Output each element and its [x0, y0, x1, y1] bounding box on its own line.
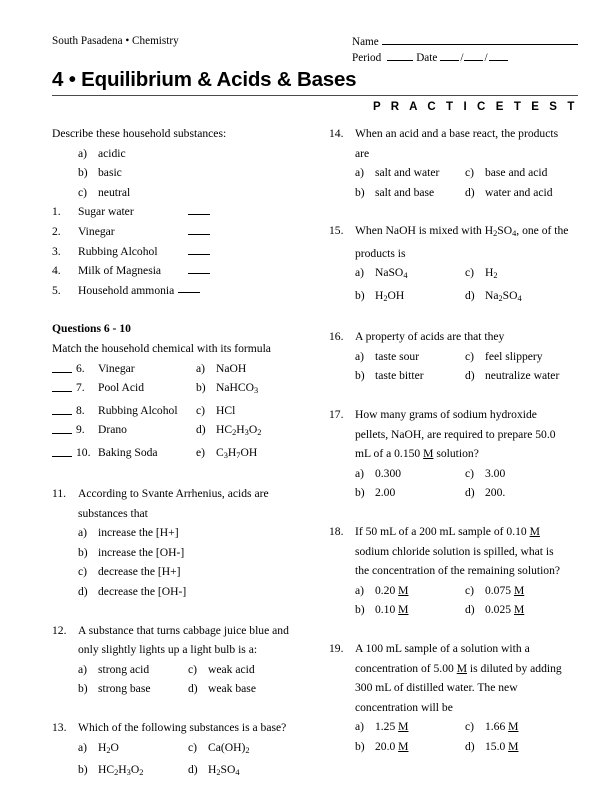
question-text-cont: [329, 444, 578, 464]
item-text: Household ammonia: [78, 283, 175, 297]
question-16: [329, 327, 578, 386]
date-year-blank[interactable]: [489, 50, 508, 61]
table-row: [52, 359, 319, 379]
answer-option[interactable]: [355, 581, 465, 601]
question-stem: [329, 405, 578, 425]
option-letter: c): [188, 740, 198, 754]
option-letter: d): [196, 423, 206, 437]
answer-option-row: [329, 366, 578, 386]
answer-option[interactable]: [78, 760, 188, 782]
option-letter: d): [464, 369, 475, 383]
item-text: Drano: [98, 423, 127, 437]
question-text-line2: substances that: [78, 506, 148, 520]
option-letter: c): [464, 266, 474, 280]
question-19: [329, 639, 578, 757]
option-letter: a): [354, 166, 364, 180]
question-number: 14.: [328, 127, 344, 140]
answer-option[interactable]: [465, 581, 578, 601]
question-text: Which of the following substances is a base?: [78, 720, 287, 734]
item-text: Pool Acid: [98, 381, 145, 395]
question-text: A substance that turns cabbage juice blue and: [78, 623, 289, 637]
question-number: 13.: [52, 720, 67, 734]
question-text-line2: concentration of 5.00 M is diluted by adding: [354, 661, 562, 675]
formula-text: $C_3H_7OH$: [216, 445, 258, 460]
date-slash-1: /: [460, 51, 464, 64]
question-number: 11.: [52, 486, 67, 500]
option-text: acidic: [98, 146, 126, 160]
question-text-line3: mL of a 0.150 M solution?: [354, 447, 479, 461]
describe-option[interactable]: [52, 144, 319, 164]
option-text: 0.10 M: [374, 603, 409, 617]
answer-blank[interactable]: [188, 261, 210, 274]
answer-option[interactable]: [78, 679, 188, 699]
answer-option[interactable]: [52, 523, 319, 543]
question-text: According to Svante Arrhenius, acids are: [78, 486, 269, 500]
substances-list: [52, 202, 319, 300]
option-letter: d): [78, 584, 88, 598]
question-stem: [329, 124, 578, 144]
right-column: [329, 124, 578, 782]
option-text: basic: [98, 166, 122, 180]
matching-instructions: Match the household chemical with its formula: [52, 341, 271, 355]
option-text: decrease the [H+]: [98, 565, 181, 579]
answer-option[interactable]: [78, 660, 188, 680]
option-letter: b): [354, 603, 365, 617]
option-text: taste bitter: [374, 369, 424, 383]
question-text-line3: the concentration of the remaining solution?: [354, 564, 561, 578]
option-text: 0.300: [374, 466, 402, 480]
answer-option-row: [329, 286, 578, 308]
item-text: Baking Soda: [98, 445, 158, 459]
question-text: A property of acids are that they: [354, 330, 505, 344]
option-letter: d): [464, 603, 475, 617]
page-title: 4 • Equilibrium & Acids & Bases: [52, 68, 357, 91]
option-letter: e): [196, 445, 206, 459]
table-row: [52, 401, 319, 421]
describe-option[interactable]: [52, 183, 319, 203]
option-letter: c): [78, 185, 88, 199]
list-item: [52, 242, 319, 262]
question-text-cont: [329, 244, 578, 264]
question-text-line2: products is: [354, 246, 406, 260]
name-blank-line[interactable]: [382, 34, 578, 45]
period-label: Period: [352, 51, 382, 64]
question-stem: [329, 639, 578, 659]
question-text-cont: [329, 561, 578, 581]
option-text: 1.66 M: [484, 720, 519, 734]
option-letter: a): [78, 146, 88, 160]
answer-blank[interactable]: [52, 443, 76, 457]
option-text: 200.: [484, 486, 506, 500]
question-text-cont: [329, 678, 578, 698]
date-day-blank[interactable]: [464, 50, 483, 61]
option-letter: b): [354, 288, 365, 302]
answer-option-row: [329, 183, 578, 203]
option-letter: c): [196, 403, 206, 417]
content-columns: [52, 124, 578, 782]
option-text: salt and base: [374, 185, 435, 199]
option-text: NaSO$_4$: [374, 266, 408, 281]
question-number: 16.: [328, 330, 344, 344]
question-11: [52, 484, 319, 602]
answer-option-row: [329, 263, 578, 285]
answer-option[interactable]: [355, 263, 465, 285]
answer-option[interactable]: [465, 347, 578, 367]
left-column: [52, 124, 319, 782]
answer-blank[interactable]: [52, 359, 76, 373]
question-18: [329, 522, 578, 620]
answer-option-row: [329, 600, 578, 620]
option-text: 20.0 M: [374, 739, 409, 753]
option-text: weak acid: [208, 662, 255, 676]
date-month-blank[interactable]: [440, 50, 459, 61]
option-letter: a): [78, 526, 88, 540]
item-text: Rubbing Alcohol: [98, 403, 178, 417]
question-stem: [329, 522, 578, 542]
answer-blank[interactable]: [188, 202, 210, 215]
answer-option[interactable]: [465, 464, 578, 484]
option-text: taste sour: [374, 349, 420, 363]
option-text: $Na_2SO_4$: [484, 288, 522, 303]
item-text: Vinegar: [98, 361, 135, 375]
option-text: base and acid: [484, 166, 548, 180]
question-stem: [52, 718, 319, 738]
question-number: 15.: [328, 224, 344, 238]
list-item: [52, 261, 319, 281]
answer-option-row: [329, 464, 578, 484]
question-text: When an acid and a base react, the products: [354, 127, 559, 140]
option-text: $H_2OH$: [374, 288, 405, 303]
option-text: $HC_2H_3O_2$: [98, 762, 144, 777]
answer-option[interactable]: [355, 163, 465, 183]
answer-option[interactable]: [78, 738, 188, 760]
option-letter: c): [464, 720, 474, 734]
matching-list: [52, 359, 319, 465]
question-text: If 50 mL of a 200 mL sample of 0.10 M: [354, 524, 540, 538]
option-letter: a): [196, 361, 206, 375]
question-number: 18.: [328, 524, 344, 538]
answer-option[interactable]: [465, 717, 578, 737]
question-text-line2: pellets, NaOH, are required to prepare 50.0: [354, 427, 556, 441]
period-blank-line[interactable]: [387, 50, 413, 61]
option-text: 2.00: [374, 486, 396, 500]
question-text-cont: [329, 542, 578, 562]
option-letter: d): [464, 288, 475, 302]
answer-option[interactable]: [355, 717, 465, 737]
option-letter: d): [464, 739, 475, 753]
item-number: 4.: [52, 264, 61, 278]
answer-option[interactable]: [52, 562, 319, 582]
item-text: Sugar water: [78, 205, 134, 219]
list-item: [52, 202, 319, 222]
describe-option[interactable]: [52, 163, 319, 183]
answer-option-row: [329, 347, 578, 367]
option-letter: c): [188, 662, 198, 676]
option-text: $H_2SO_4$: [208, 762, 240, 777]
period-date-row: [352, 50, 578, 66]
answer-option[interactable]: [465, 163, 578, 183]
option-text: increase the [H+]: [98, 526, 179, 540]
item-number: 8.: [76, 403, 85, 417]
answer-option[interactable]: [465, 600, 578, 620]
practice-test-label: P R A C T I C E T E S T: [372, 101, 578, 113]
option-letter: c): [464, 583, 474, 597]
option-text: strong base: [98, 682, 151, 696]
option-text: increase the [OH-]: [98, 545, 185, 559]
option-text: neutralize water: [484, 369, 560, 383]
question-text: How many grams of sodium hydroxide: [354, 408, 537, 422]
answer-option[interactable]: [355, 183, 465, 203]
item-number: 9.: [76, 423, 85, 437]
option-letter: d): [188, 682, 198, 696]
answer-option-row: [52, 679, 319, 699]
answer-blank[interactable]: [188, 242, 210, 255]
question-text-cont: [52, 504, 319, 524]
answer-option[interactable]: [355, 347, 465, 367]
question-number: 17.: [328, 408, 344, 422]
table-row: [52, 420, 319, 442]
answer-option-row: [52, 738, 319, 760]
option-letter: b): [354, 369, 365, 383]
question-stem: [329, 327, 578, 347]
question-text-cont: [329, 425, 578, 445]
student-info-block: [352, 34, 578, 65]
answer-blank[interactable]: [188, 222, 210, 235]
describe-intro: Describe these household substances:: [52, 127, 227, 140]
option-text: 3.00: [484, 466, 506, 480]
question-text: When NaOH is mixed with $H_2SO_4$, one of the: [354, 224, 569, 239]
question-stem: [329, 221, 578, 243]
option-letter: d): [464, 486, 475, 500]
item-text: Milk of Magnesia: [78, 264, 162, 278]
option-letter: b): [78, 545, 88, 559]
item-text: Rubbing Alcohol: [78, 244, 158, 258]
formula-text: NaHCO$_3$: [216, 381, 259, 395]
question-17: [329, 405, 578, 503]
answer-option[interactable]: [465, 263, 578, 285]
answer-blank[interactable]: [52, 378, 76, 392]
item-number: 10.: [76, 445, 91, 459]
question-15: [329, 221, 578, 308]
table-row: [52, 443, 319, 465]
item-number: 5.: [52, 283, 61, 297]
option-letter: b): [196, 381, 206, 395]
option-text: $H_2$: [484, 266, 498, 281]
option-letter: c): [464, 349, 474, 363]
question-14: [329, 124, 578, 202]
question-text-cont: [52, 640, 319, 660]
option-letter: b): [354, 486, 365, 500]
formula-text: NaOH: [216, 361, 247, 375]
list-item: [52, 222, 319, 242]
question-13: [52, 718, 319, 782]
question-number: 12.: [52, 623, 67, 637]
answer-option[interactable]: [355, 366, 465, 386]
answer-blank[interactable]: [178, 280, 200, 293]
option-letter: b): [78, 762, 88, 776]
answer-option[interactable]: [188, 760, 319, 782]
question-text-line2: only slightly lights up a light bulb is a:: [78, 643, 258, 657]
item-number: 2.: [52, 224, 61, 238]
answer-option[interactable]: [188, 738, 319, 760]
option-letter: b): [78, 682, 88, 696]
matching-section-heading: Questions 6 - 10: [52, 322, 131, 336]
table-row: [52, 378, 319, 400]
answer-option[interactable]: [355, 464, 465, 484]
option-letter: b): [354, 739, 365, 753]
answer-option[interactable]: [355, 600, 465, 620]
question-text-line2: are: [354, 146, 370, 160]
item-text: Vinegar: [78, 224, 115, 238]
option-letter: a): [354, 349, 364, 363]
option-letter: a): [78, 662, 88, 676]
answer-option[interactable]: [355, 286, 465, 308]
option-letter: d): [188, 762, 198, 776]
answer-option[interactable]: [465, 366, 578, 386]
option-text: decrease the [OH-]: [98, 584, 187, 598]
option-letter: a): [354, 466, 364, 480]
answer-blank[interactable]: [52, 401, 76, 415]
answer-option-row: [329, 163, 578, 183]
name-row: [352, 34, 578, 50]
option-text: water and acid: [484, 185, 553, 199]
option-text: salt and water: [374, 166, 440, 180]
option-text: 0.025 M: [484, 603, 525, 617]
option-letter: b): [354, 185, 365, 199]
name-label: Name: [352, 36, 379, 48]
option-letter: a): [78, 740, 88, 754]
option-text: 15.0 M: [484, 739, 519, 753]
question-text-line4: concentration will be: [354, 700, 453, 714]
answer-option[interactable]: [465, 183, 578, 203]
option-letter: c): [464, 166, 474, 180]
list-item: [52, 281, 319, 301]
option-text: 1.25 M: [374, 720, 409, 734]
answer-option-row: [52, 760, 319, 782]
answer-option[interactable]: [52, 582, 319, 602]
option-letter: c): [78, 565, 88, 579]
question-text-cont: [329, 144, 578, 164]
answer-option[interactable]: [355, 737, 465, 757]
question-stem: [52, 484, 319, 504]
option-text: weak base: [208, 682, 256, 696]
option-letter: a): [354, 720, 364, 734]
question-stem: [52, 621, 319, 641]
option-letter: c): [464, 466, 474, 480]
describe-options-list: [52, 144, 319, 203]
option-text: 0.075 M: [484, 583, 525, 597]
option-text: feel slippery: [484, 349, 543, 363]
answer-option[interactable]: [188, 679, 319, 699]
question-text-cont: [329, 698, 578, 718]
option-text: neutral: [98, 185, 131, 199]
question-text: A 100 mL sample of a solution with a: [354, 641, 530, 655]
answer-option-row: [329, 737, 578, 757]
answer-option[interactable]: [465, 286, 578, 308]
title-divider: [52, 95, 578, 96]
option-letter: b): [78, 166, 88, 180]
answer-option-row: [329, 483, 578, 503]
answer-option[interactable]: [188, 660, 319, 680]
item-number: 6.: [76, 361, 85, 375]
answer-option[interactable]: [465, 483, 578, 503]
question-number: 19.: [328, 641, 344, 655]
option-text: $Ca(OH)_2$: [208, 740, 250, 755]
option-text: 0.20 M: [374, 583, 409, 597]
option-text: strong acid: [98, 662, 150, 676]
date-label: Date: [416, 51, 438, 64]
answer-blank[interactable]: [52, 420, 76, 434]
item-number: 7.: [76, 381, 85, 395]
question-text-cont: [329, 659, 578, 679]
question-text-line2: sodium chloride solution is spilled, what is: [354, 544, 554, 558]
option-letter: a): [354, 583, 364, 597]
option-letter: d): [464, 185, 475, 199]
page-header: [52, 34, 578, 64]
option-letter: a): [354, 266, 364, 280]
formula-text: $HC_2H_3O_2$: [216, 423, 262, 437]
answer-option-row: [52, 660, 319, 680]
answer-option-row: [329, 581, 578, 601]
question-12: [52, 621, 319, 699]
option-text: $H_2O$: [98, 740, 119, 755]
answer-option[interactable]: [465, 737, 578, 757]
formula-text: HCl: [216, 403, 236, 417]
answer-option[interactable]: [355, 483, 465, 503]
question-text-line3: 300 mL of distilled water. The new: [354, 681, 518, 695]
answer-option[interactable]: [52, 543, 319, 563]
answer-option-row: [329, 717, 578, 737]
item-number: 1.: [52, 205, 61, 219]
school-subject-line: South Pasadena • Chemistry: [52, 35, 179, 47]
item-number: 3.: [52, 244, 61, 258]
date-slash-2: /: [484, 51, 488, 64]
